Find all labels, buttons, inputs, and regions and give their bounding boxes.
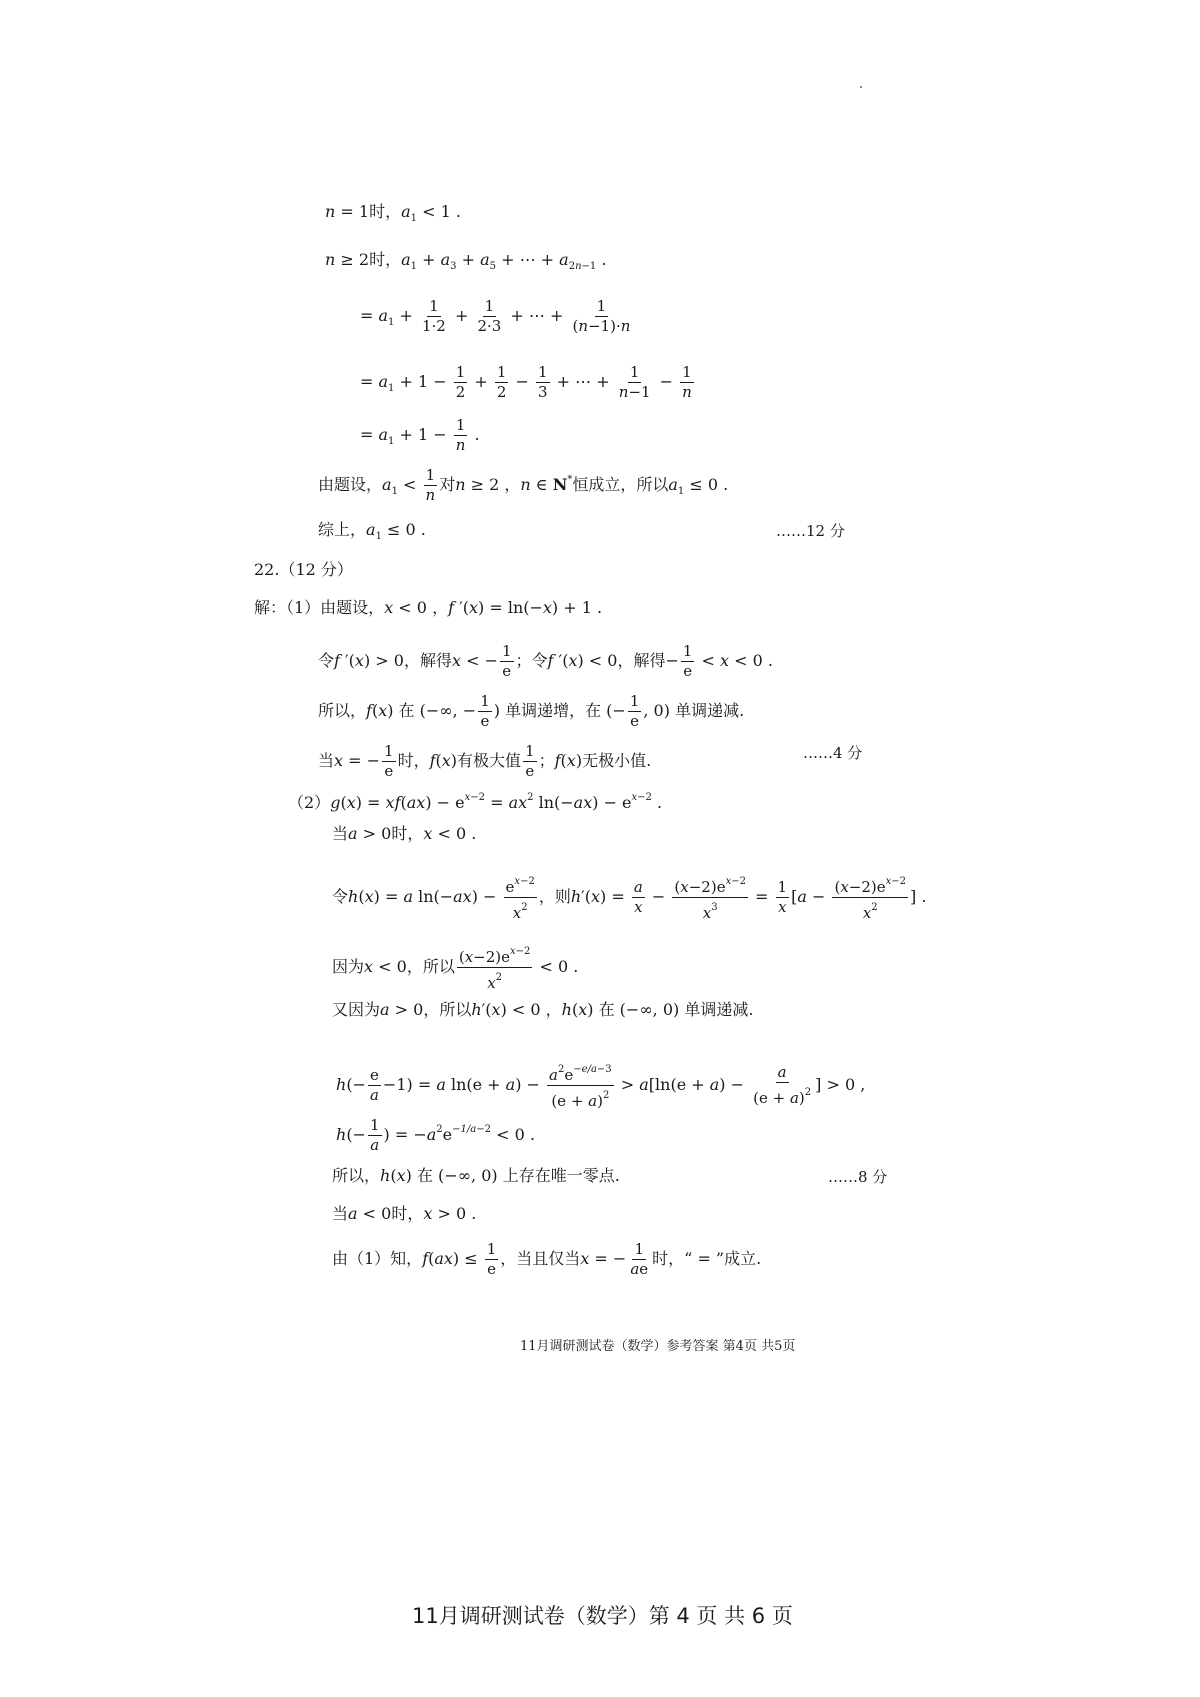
line-n2: n ≥ 2时，$a_1 + a_3 + a_5$ + ⋯ + $a_{2n-1}$ . bbox=[325, 250, 607, 272]
bottom-caption: 11月调研测试卷（数学）第 4 页 共 6 页 bbox=[412, 1604, 793, 1628]
line-also: 又因为a > 0，所以h′(x) < 0 ，h(x) 在 (−∞, 0) 单调递减. bbox=[332, 1000, 754, 1019]
line-condition: 由题设，$a_1$ < $\frac{1}{n}$ 对n ≥ 2 ，n ∈ N*恒成立，所以$a_1 \le 0$ . bbox=[318, 466, 729, 504]
eq-h-value-2: h(− $\frac{1}{a}$ ) = $-a^2e^{-1/a-2} < 0$ . bbox=[336, 1116, 535, 1154]
line-case-a-pos: 当a > 0时，x < 0 . bbox=[332, 824, 477, 843]
eq-sum-2: = $a_1 + 1$ − $\frac{1}{2}$ + $\frac{1}{2}$ − $\frac{1}{3}$ + ⋯ + $\frac{1}{n-1}$ − $\frac{1}{n}$ bbox=[360, 363, 692, 401]
line-part2-g: $(2)g(x) = xf(ax) - e^{x-2} = ax^2$ $\ln(-ax) - e^{x-2}$ . bbox=[288, 792, 663, 812]
page-footer: 11月调研测试卷（数学）参考答案 第4页 共5页 bbox=[520, 1339, 796, 1354]
line-from-part1: 由（1）知，f(ax) ≤ $\frac{1}{e}$ ，当且仅当x = − $\frac{1}{ae}$ 时，“ = ”成立. bbox=[332, 1240, 762, 1278]
line-part1-monotonic: 所以，f(x) 在 (−∞, − $\frac{1}{e}$ ) 单调递增，在 (− $\frac{1}{e}$ , 0) 单调递减. bbox=[318, 692, 745, 730]
eq-sum-3: = $a_1 + 1$ − $\frac{1}{n}$ . bbox=[360, 416, 480, 454]
line-n1: n = 1时，$a_1 < 1$ . bbox=[325, 202, 461, 224]
line-unique-zero: 所以，h(x) 在 (−∞, 0) 上存在唯一零点. bbox=[332, 1166, 620, 1185]
line-conclusion: 综上，$a_1 \le 0$ . bbox=[318, 520, 426, 542]
score-4: ……4 分 bbox=[803, 744, 863, 762]
score-8: ……8 分 bbox=[828, 1168, 888, 1186]
eq-sum-1: = $a_1$ + $\frac{1}{1\cdot 2}$ + $\frac{1}{2\cdot 3}$ + ⋯ + $\frac{1}{(n-1)\cdot n}$ bbox=[360, 297, 631, 335]
line-part1-derivative: 解：（1）由题设，x < 0 ，f ′(x) = ln(−x) + 1 . bbox=[254, 598, 603, 617]
line-h-def: 令h(x) = a ln(−ax) − $\frac{e^{x-2}}{x^2}$ ，则h′(x) = $\frac{a}{x}$ − $\frac{(x-2)e^{x-2}}{x^3}$ = $\frac{1}{x}$ [a − $\frac{(x-2)e^{x-2}}{x^2}$ ] . bbox=[332, 872, 926, 923]
line-part1-sign: 令f ′(x) > 0，解得x < − $\frac{1}{e}$ ；令f ′(x) < 0，解得− $\frac{1}{e}$ < x < 0 . bbox=[318, 642, 773, 680]
score-12: ……12 分 bbox=[776, 522, 845, 540]
line-because: 因为x < 0，所以 $\frac{(x-2)e^{x-2}}{x^2}$ < 0 . bbox=[332, 942, 578, 993]
speck bbox=[860, 86, 862, 88]
eq-h-value-1: h(− $\frac{e}{a}$ −1) = a ln(e + a) − $\frac{a^2e^{-e/a-3}}{(e + a)^2}$ > a[ln(e + a) − $\frac{a}{(e + a)^2}$ ] > 0 , bbox=[336, 1060, 865, 1111]
question-22-title: 22.（12 分） bbox=[254, 560, 353, 579]
line-case-a-neg: 当a < 0时，x > 0 . bbox=[332, 1204, 477, 1223]
line-part1-extreme: 当x = − $\frac{1}{e}$ 时，f(x)有极大值 $\frac{1}{e}$ ；f(x)无极小值. bbox=[318, 742, 652, 780]
